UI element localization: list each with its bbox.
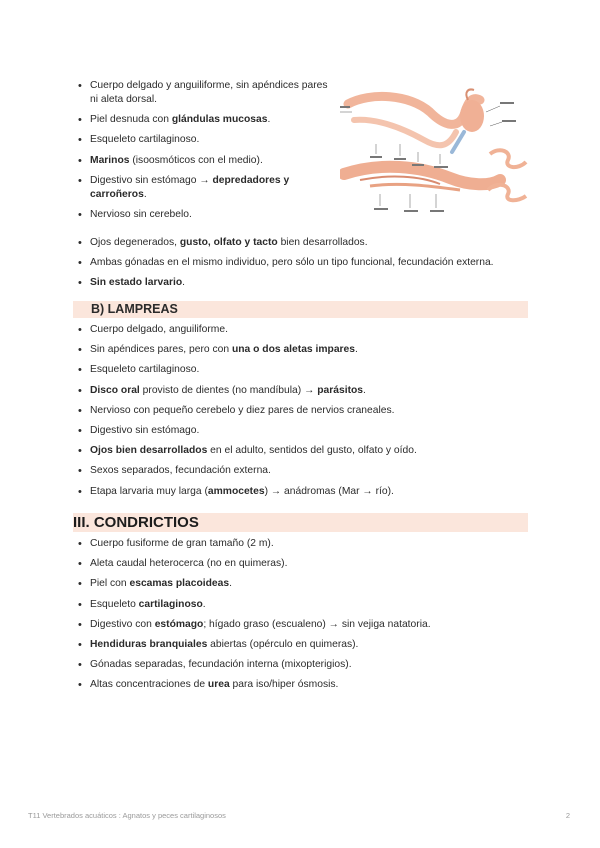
list-item [73, 638, 533, 652]
text: ) → anádromas (Mar → río). [264, 485, 394, 497]
text: Nervioso con pequeño cerebelo y diez pares de nervios craneales. [90, 404, 395, 416]
condrictios-heading [73, 513, 528, 532]
bold-text: Marinos [90, 154, 130, 166]
bold-text: glándulas mucosas [171, 114, 268, 126]
list-item [73, 384, 533, 398]
text: Piel con [90, 578, 130, 590]
text: Cuerpo delgado y anguiliforme, sin apéndices pares ni aleta dorsal. [90, 80, 328, 105]
myxini-traits-list [73, 79, 338, 228]
list-item [73, 485, 533, 499]
list-item [73, 557, 533, 571]
text: bien desarrollados. [277, 237, 368, 248]
text: Sin apéndices pares, pero con [90, 344, 232, 356]
text: abiertas (opérculo en quimeras). [207, 638, 359, 650]
text: . [143, 188, 147, 200]
bold-text: una o dos aletas impares [231, 344, 356, 356]
text: Gónadas separadas, fecundación interna (mixopterigios). [90, 659, 352, 671]
text: Esqueleto cartilaginoso. [90, 134, 200, 146]
condrictios-heading-text: III. CONDRICTIOS [73, 514, 199, 531]
list-item [73, 658, 533, 672]
text: para iso/hiper ósmosis. [229, 679, 339, 691]
list-item [73, 424, 533, 438]
text: . [182, 277, 186, 289]
list-item [73, 363, 533, 377]
text: Etapa larvaria muy larga ( [90, 485, 208, 497]
lampreas-traits-list [73, 323, 533, 505]
bold-text: gusto, olfato y tacto [179, 237, 278, 248]
list-item [73, 276, 533, 290]
list-item [73, 678, 533, 692]
text: . [267, 114, 271, 126]
text: Ojos degenerados, [90, 237, 180, 248]
text: (isoosmóticos con el medio). [129, 154, 263, 166]
bold-text: ammocetes [207, 485, 265, 497]
list-item [73, 133, 338, 147]
text: Digestivo con [90, 618, 155, 630]
page-footer: T11 Vertebrados acuáticos : Agnatos y peces cartilaginosos [28, 811, 226, 820]
list-item [73, 464, 533, 478]
list-item [73, 113, 338, 127]
bold-text: depredadores y carroñeros [90, 174, 290, 200]
bold-text: Sin estado larvario [90, 277, 183, 289]
hagfish-anatomy-figure [340, 82, 530, 220]
myxini-traits-list-continued [73, 236, 533, 297]
list-item [73, 256, 533, 270]
bold-text: Ojos bien desarrollados [90, 445, 208, 457]
condrictios-traits-list [73, 537, 533, 699]
bold-text: escamas placoideas [129, 578, 230, 590]
bold-text: parásitos [317, 384, 364, 396]
list-item [73, 323, 533, 337]
text: ; hígado graso (escualeno) → sin vejiga natatoria. [203, 618, 431, 630]
text: Altas concentraciones de [90, 679, 208, 691]
text: . [202, 598, 206, 610]
text: Sexos separados, fecundación externa. [90, 465, 271, 477]
text: Esqueleto cartilaginoso. [90, 364, 200, 376]
lampreas-heading-text: B) LAMPREAS [91, 302, 178, 316]
page-number: 2 [565, 811, 570, 820]
text: Cuerpo delgado, anguiliforme. [90, 324, 228, 335]
list-item [73, 174, 338, 202]
bold-text: cartilaginoso [138, 598, 203, 610]
list-item [73, 444, 533, 458]
bold-text: Disco oral [90, 384, 140, 396]
bold-text: urea [207, 679, 230, 691]
text: . [229, 578, 232, 590]
list-item [73, 598, 533, 612]
text: en el adulto, sentidos del gusto, olfato y oído. [207, 445, 417, 457]
list-item [73, 236, 533, 250]
list-item [73, 577, 533, 591]
text: Piel desnuda con [90, 114, 172, 126]
list-item [73, 154, 338, 168]
bold-text: estómago [154, 618, 204, 630]
list-item [73, 404, 533, 418]
list-item [73, 618, 533, 632]
list-item [73, 537, 533, 551]
list-item [73, 343, 533, 357]
text: Ambas gónadas en el mismo individuo, pero sólo un tipo funcional, fecundación externa. [90, 257, 494, 269]
text: Cuerpo fusiforme de gran tamaño (2 m). [90, 538, 274, 549]
text: Aleta caudal heterocerca (no en quimeras). [90, 558, 288, 570]
text: Esqueleto [90, 598, 139, 610]
text: Nervioso sin cerebelo. [90, 208, 192, 220]
text: provisto de dientes (no mandíbula) → [139, 384, 318, 396]
list-item [73, 79, 338, 107]
text: Digestivo sin estómago → [90, 174, 213, 186]
list-item [73, 208, 338, 222]
text: . [363, 384, 366, 396]
text: Digestivo sin estómago. [90, 424, 200, 436]
lampreas-heading [73, 301, 528, 318]
bold-text: Hendiduras branquiales [90, 638, 208, 650]
text: . [355, 344, 358, 356]
